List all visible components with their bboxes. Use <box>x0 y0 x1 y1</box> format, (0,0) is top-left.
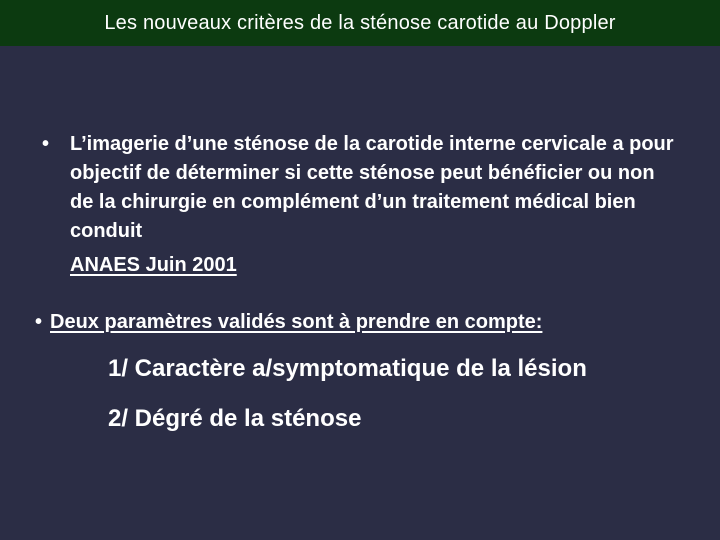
title-bar <box>0 0 720 46</box>
bullet-marker: • <box>35 311 43 333</box>
bullet-marker: • <box>42 133 50 155</box>
bullet-imaging-objective <box>42 130 682 246</box>
slide-title: Les nouveaux critères de la sténose carotide au Doppler <box>104 11 616 34</box>
bullet-parameters <box>35 311 542 334</box>
reference-source: ANAES Juin 2001 <box>70 254 237 276</box>
parameter-item-symptomatic: 1/ Caractère a/symptomatique de la lésion <box>108 355 587 382</box>
bullet-imaging-text: L’imagerie d’une sténose de la carotide interne cervicale a pour objectif de déterminer si cette sténose peut bénéficier ou non de la chirurgie en complément d’un traitement médical bien conduit <box>70 133 674 242</box>
parameter-item-stenosis-degree: 2/ Dégré de la sténose <box>108 405 362 432</box>
bullet-parameters-text: Deux paramètres validés sont à prendre en compte: <box>50 311 543 333</box>
